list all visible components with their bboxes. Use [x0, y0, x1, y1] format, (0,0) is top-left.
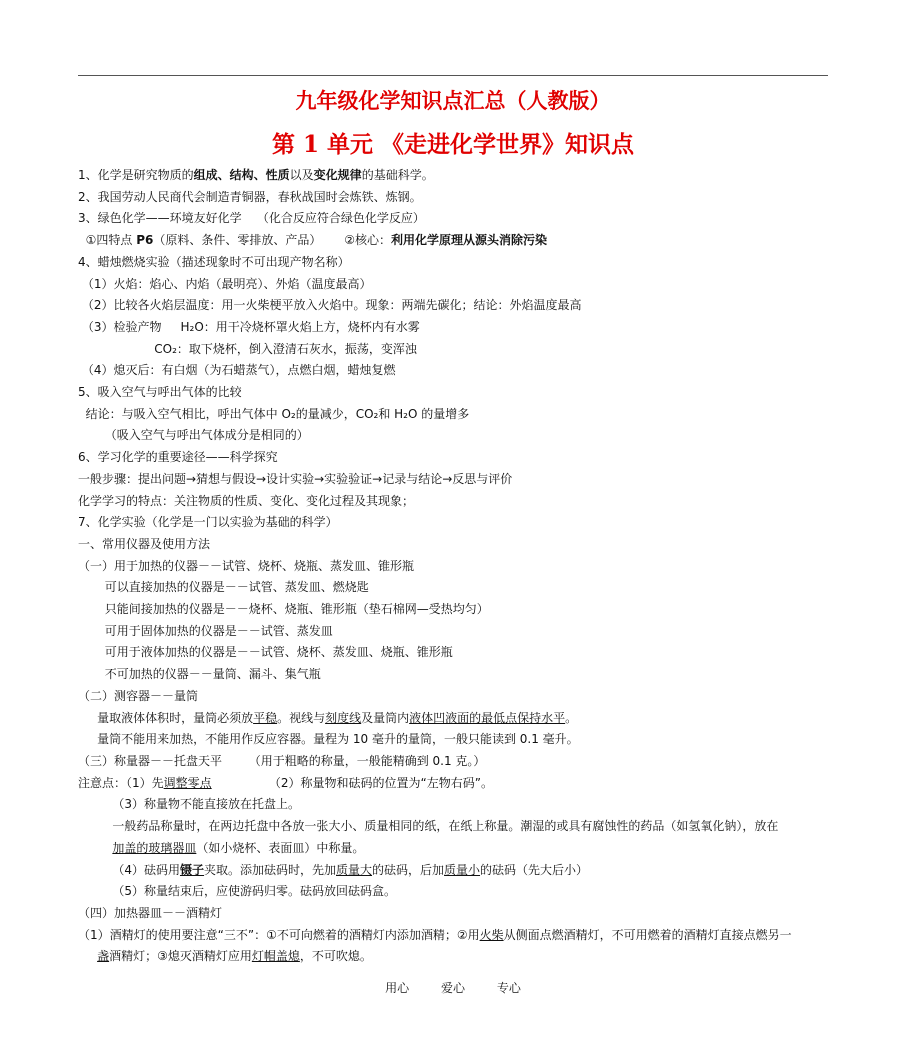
text-line [78, 208, 828, 230]
text-line [78, 425, 828, 447]
text-segment: CO₂：取下烧杯，倒入澄清石灰水，振荡，变浑浊 [78, 341, 417, 356]
text-line [78, 621, 828, 643]
page-footer [0, 978, 906, 998]
text-segment: ①四特点 [78, 233, 137, 248]
header-rule [78, 75, 828, 76]
text-segment: 可用于液体加热的仪器是－－试管、烧杯、蒸发皿、烧瓶、锥形瓶 [78, 645, 453, 660]
text-line [78, 686, 828, 708]
text-segment: 一般药品称量时，在两边托盘中各放一张大小、质量相同的纸，在纸上称量。潮湿的或具有腐蚀性的药品（如氢氧化钠），放在 [78, 819, 779, 834]
text-segment: 6、学习化学的重要途径——科学探究 [78, 450, 278, 465]
text-segment: 质量大 [336, 862, 373, 877]
text-line [78, 339, 828, 361]
text-segment: （三）称量器－－托盘天平 （用于粗略的称量，一般能精确到 0.1 克。） [78, 753, 486, 768]
text-segment: （2）比较各火焰层温度：用一火柴梗平放入火焰中。现象：两端先碳化；结论：外焰温度最高 [78, 298, 582, 313]
text-segment: 量筒不能用来加热，不能用作反应容器。量程为 10 毫升的量筒，一般只能读到 0.1 毫升。 [78, 732, 579, 747]
text-line [78, 838, 828, 860]
text-segment: 调整零点 [163, 775, 212, 790]
text-segment: 灯帽盖熄 [251, 949, 300, 964]
text-segment: P6 [136, 233, 154, 248]
text-segment: 火柴 [479, 927, 504, 942]
text-line [78, 491, 828, 513]
text-segment: （如小烧杯、表面皿）中称量。 [196, 840, 365, 855]
text-segment: 液体凹液面的最低点保持水平 [409, 710, 566, 725]
text-segment: 利用化学原理从源头消除污染 [391, 233, 548, 248]
text-segment: （4）熄灭后：有白烟（为石蜡蒸气），点燃白烟，蜡烛复燃 [78, 363, 396, 378]
text-segment: （3）称量物不能直接放在托盘上。 [78, 797, 300, 812]
text-segment: 7、化学实验（化学是一门以实验为基础的科学） [78, 515, 338, 530]
text-segment: 的砝码（先大后小） [480, 862, 589, 877]
text-segment: 酒精灯；③熄灭酒精灯应用 [109, 949, 252, 964]
text-segment: 变化规律 [313, 168, 362, 182]
text-line [78, 664, 828, 686]
text-segment: 从侧面点燃酒精灯，不可用燃着的酒精灯直接点燃另一 [503, 927, 792, 942]
unit-title: 第 1 单元 《走进化学世界》知识点 [271, 131, 635, 158]
text-segment: 可以直接加热的仪器是－－试管、蒸发皿、燃烧匙 [78, 580, 369, 595]
text-line [78, 642, 828, 664]
footer-word: 用心 [385, 981, 410, 995]
text-line [78, 881, 828, 903]
text-segment: 量取液体体积时，量筒必须放 [78, 710, 254, 725]
text-line [78, 577, 828, 599]
text-segment: （2）称量物和砝码的位置为“左物右码”。 [211, 775, 493, 790]
text-segment: （1）火焰：焰心、内焰（最明亮）、外焰（温度最高） [78, 276, 372, 291]
document-body [78, 165, 828, 968]
text-segment: 及量筒内 [361, 710, 410, 725]
footer-word: 专心 [496, 981, 521, 995]
text-segment: 。视线与 [277, 710, 326, 725]
text-segment [78, 841, 112, 855]
text-line [78, 447, 828, 469]
text-line [78, 794, 828, 816]
text-segment: （3）检验产物 H₂O：用干冷烧杯罩火焰上方，烧杯内有水雾 [78, 319, 420, 334]
text-line [78, 925, 828, 947]
text-line [78, 751, 828, 773]
text-line [78, 382, 828, 404]
text-segment: 2、我国劳动人民商代会制造青铜器，春秋战国时会炼铁、炼钢。 [78, 189, 422, 204]
text-segment: （5）称量结束后，应使游码归零。砝码放回砝码盒。 [78, 884, 396, 899]
text-line [78, 534, 828, 556]
text-line [78, 252, 828, 274]
text-line [78, 295, 828, 317]
document-title: 九年级化学知识点汇总（人教版） [295, 88, 611, 113]
text-line [78, 860, 828, 882]
text-line [78, 773, 828, 795]
text-line [78, 946, 828, 968]
text-segment: 可用于固体加热的仪器是－－试管、蒸发皿 [78, 623, 333, 638]
text-line [78, 469, 828, 491]
text-segment: 组成、结构、性质 [193, 168, 290, 182]
text-segment: （一）用于加热的仪器－－试管、烧杯、烧瓶、蒸发皿、锥形瓶 [78, 558, 415, 573]
text-segment: 刻度线 [325, 710, 362, 725]
text-segment: 平稳 [253, 710, 278, 725]
text-segment: 的砝码，后加 [372, 862, 445, 877]
text-line [78, 903, 828, 925]
text-segment: 夹取。添加砝码时，先加 [203, 862, 336, 877]
text-line [78, 274, 828, 296]
text-segment: 加盖的玻璃器皿 [112, 840, 197, 855]
text-segment: 质量小 [444, 862, 481, 877]
footer-word: 爱心 [440, 981, 465, 995]
text-segment: 结论：与吸入空气相比，呼出气体中 O₂的量减少，CO₂和 H₂O 的量增多 [78, 406, 470, 421]
text-segment: 一般步骤：提出问题→猜想与假设→设计实验→实验验证→记录与结论→反思与评价 [78, 471, 513, 486]
text-line [78, 230, 828, 252]
text-line [78, 708, 828, 730]
text-segment: 4、蜡烛燃烧实验（描述现象时不可出现产物名称） [78, 254, 350, 269]
text-segment: 以及 [289, 168, 314, 182]
text-line [78, 512, 828, 534]
text-segment: （原料、条件、零排放、产品） ②核心： [153, 233, 392, 248]
text-segment: 一、常用仪器及使用方法 [78, 536, 211, 551]
text-segment: 5、吸入空气与呼出气体的比较 [78, 385, 242, 400]
text-line [78, 816, 828, 838]
text-segment: 不可加热的仪器－－量筒、漏斗、集气瓶 [78, 667, 321, 682]
text-segment: （二）测容器－－量筒 [78, 688, 199, 703]
text-line [78, 317, 828, 339]
text-line [78, 360, 828, 382]
text-segment: （4）砝码用 [78, 862, 180, 877]
text-line [78, 404, 828, 426]
text-segment: 1、化学是研究物质的 [78, 168, 194, 182]
text-segment: （1）酒精灯的使用要注意“三不”：①不可向燃着的酒精灯内添加酒精；②用 [78, 927, 480, 942]
text-segment: ，不可吹熄。 [299, 949, 372, 964]
text-segment: 3、绿色化学——环境友好化学 （化合反应符合绿色化学反应） [78, 211, 425, 226]
text-segment [78, 949, 97, 963]
text-segment: （四）加热器皿－－酒精灯 [78, 905, 223, 920]
text-line [78, 187, 828, 209]
text-line [78, 729, 828, 751]
text-segment: 的基础科学。 [361, 168, 434, 182]
text-segment: 注意点：（1）先 [78, 775, 164, 790]
text-segment: 化学学习的特点：关注物质的性质、变化、变化过程及其现象； [78, 493, 415, 508]
text-line [78, 599, 828, 621]
text-line [78, 165, 828, 187]
text-segment: 盏 [97, 949, 110, 964]
text-segment: （吸入空气与呼出气体成分是相同的） [78, 428, 309, 443]
text-segment: 。 [565, 710, 578, 725]
text-segment: 镊子 [179, 862, 204, 877]
text-segment: 只能间接加热的仪器是－－烧杯、烧瓶、锥形瓶（垫石棉网—受热均匀） [78, 602, 489, 617]
text-line [78, 556, 828, 578]
